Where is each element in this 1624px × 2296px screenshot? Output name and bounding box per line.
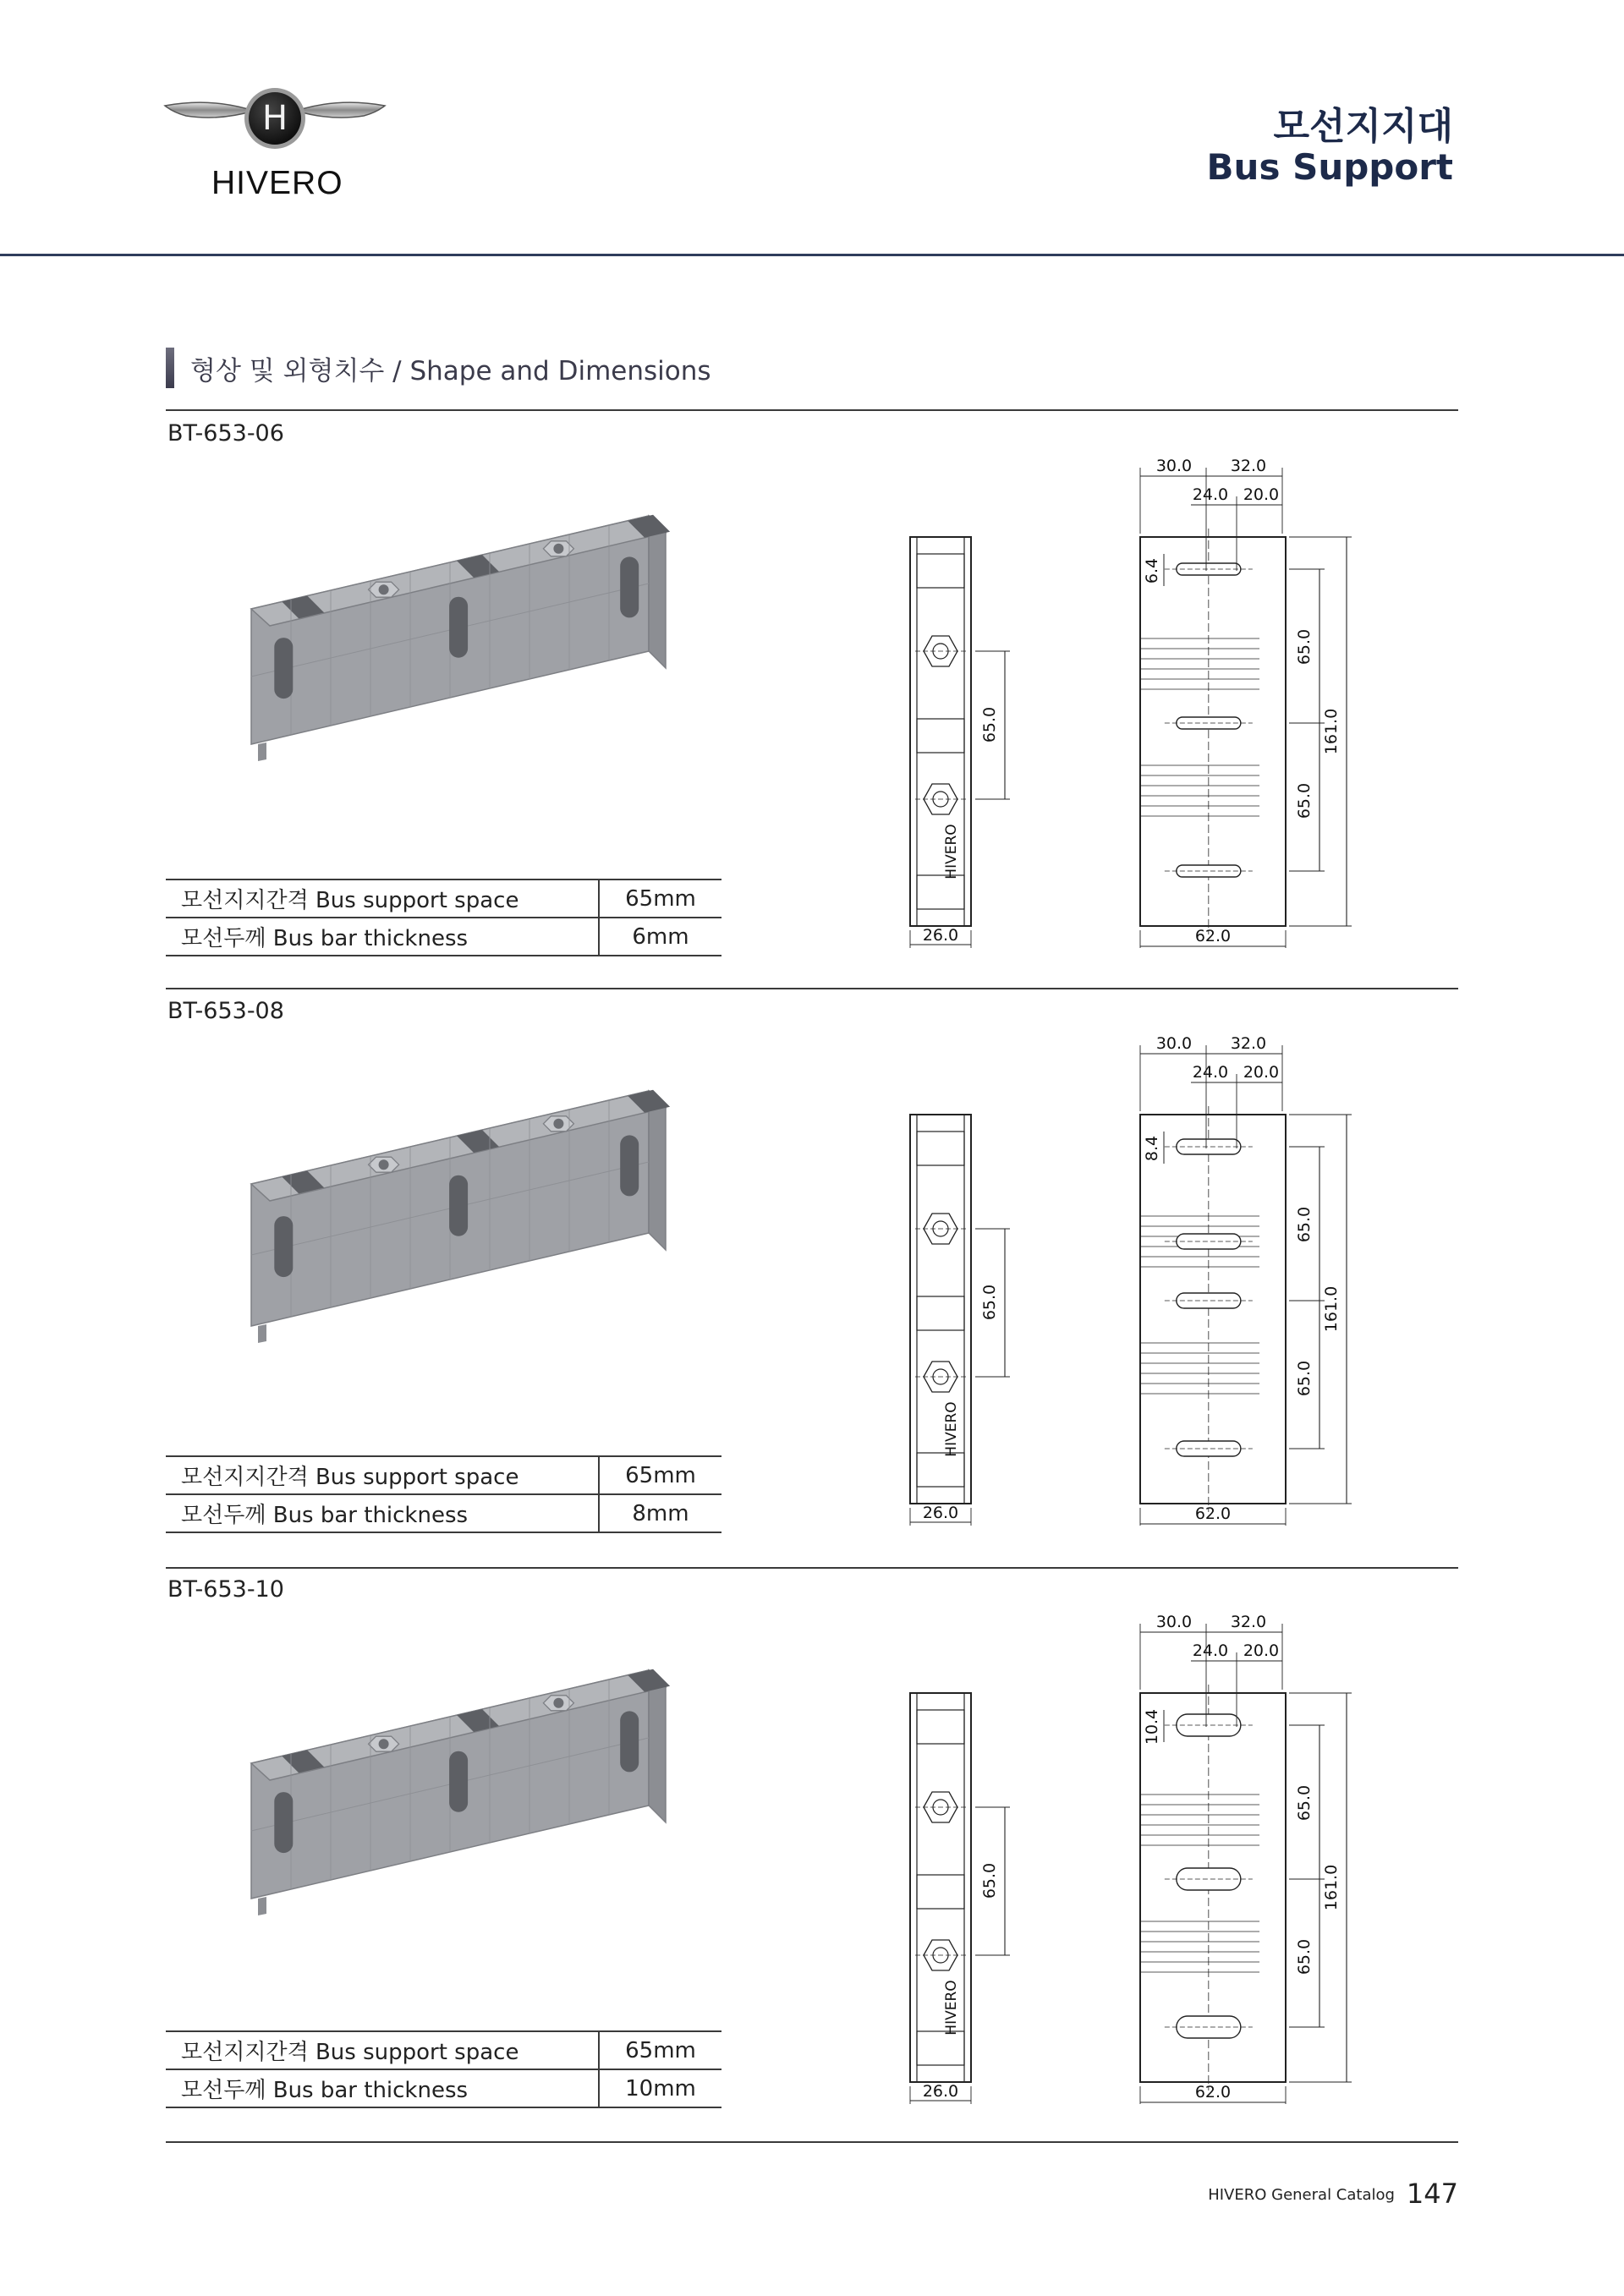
top-dimension-a: 30.0 [1155, 457, 1193, 475]
pitch-dimension-2: 65.0 [1295, 782, 1314, 819]
pitch-dimension-1: 65.0 [1295, 1784, 1314, 1822]
nut-hole [553, 1698, 563, 1708]
spec-label: 모선두께 Bus bar thickness [166, 918, 599, 956]
front-width-dimension: 62.0 [1194, 2083, 1232, 2101]
model-code: BT-653-10 [167, 1576, 284, 1603]
oval-slot [449, 1175, 468, 1236]
spec-label: 모선지지간격 Bus support space [166, 879, 599, 918]
slot-dimension: 8.4 [1143, 1135, 1161, 1162]
slot-dimension: 6.4 [1143, 557, 1161, 584]
nut-hole [553, 1119, 563, 1129]
model-code: BT-653-06 [167, 420, 284, 447]
top-dimension-b: 32.0 [1230, 1613, 1267, 1631]
oval-slot [620, 1711, 639, 1772]
oval-slot [449, 597, 468, 658]
block-foot [258, 1897, 266, 1915]
side-pitch-dimension: 65.0 [980, 1862, 999, 1899]
spec-label: 모선두께 Bus bar thickness [166, 1494, 599, 1532]
slot-dimension: 10.4 [1143, 1708, 1161, 1745]
pitch-dimension-1: 65.0 [1295, 628, 1314, 666]
page-title-korean: 모선지지대 [1273, 105, 1453, 148]
top-dimension-a: 30.0 [1155, 1034, 1193, 1053]
product-drawing-bt-653-08 [251, 1034, 1352, 1526]
top-dimension-c: 24.0 [1192, 485, 1229, 504]
side-view-marking: HIVERO [943, 1980, 960, 2036]
block-side-face [649, 516, 666, 668]
pitch-dimension-1: 65.0 [1295, 1206, 1314, 1243]
top-dimension-c: 24.0 [1192, 1063, 1229, 1082]
nut-hole [379, 1739, 389, 1749]
spec-value: 10mm [599, 2069, 721, 2107]
side-view-outline [910, 537, 971, 926]
top-dimension-a: 30.0 [1155, 1613, 1193, 1631]
nut-hole [379, 1159, 389, 1170]
front-view-slot [1177, 1714, 1241, 1736]
front-view-slot [1177, 865, 1241, 877]
height-dimension: 161.0 [1322, 708, 1341, 755]
block-foot [258, 1324, 266, 1343]
top-dimension-b: 32.0 [1230, 457, 1267, 475]
front-view-slot [1177, 717, 1241, 729]
top-dimension-d: 20.0 [1243, 485, 1280, 504]
nut-hole [553, 544, 563, 554]
page-footer [1208, 2178, 1458, 2210]
side-view-outline [910, 1693, 971, 2082]
front-view-slot [1177, 1234, 1241, 1249]
oval-slot [274, 1792, 293, 1853]
spec-value: 65mm [599, 1456, 721, 1494]
spec-value: 65mm [599, 2031, 721, 2069]
side-width-dimension: 26.0 [922, 2082, 959, 2101]
nut-hole [379, 584, 389, 595]
front-view-slot [1177, 1293, 1241, 1308]
block-foot [258, 743, 266, 761]
front-view-slot [1177, 2016, 1241, 2038]
spec-label: 모선두께 Bus bar thickness [166, 2069, 599, 2107]
spec-value: 6mm [599, 918, 721, 956]
page-title-english: Bus Support [1206, 146, 1453, 188]
side-view-outline [910, 1115, 971, 1504]
pitch-dimension-2: 65.0 [1295, 1360, 1314, 1397]
block-side-face [649, 1091, 666, 1250]
oval-slot [620, 1135, 639, 1196]
product-drawing-bt-653-10 [251, 1613, 1352, 2104]
model-code: BT-653-08 [167, 998, 284, 1024]
oval-slot [274, 638, 293, 699]
height-dimension: 161.0 [1322, 1864, 1341, 1911]
spec-label: 모선지지간격 Bus support space [166, 2031, 599, 2069]
side-view-marking: HIVERO [943, 1401, 960, 1457]
side-width-dimension: 26.0 [922, 926, 959, 945]
spec-value: 65mm [599, 879, 721, 918]
spec-value: 8mm [599, 1494, 721, 1532]
front-width-dimension: 62.0 [1194, 927, 1232, 945]
spec-label: 모선지지간격 Bus support space [166, 1456, 599, 1494]
front-width-dimension: 62.0 [1194, 1504, 1232, 1523]
block-side-face [649, 1670, 666, 1822]
oval-slot [449, 1751, 468, 1812]
product-drawing-bt-653-06 [251, 457, 1352, 948]
top-dimension-b: 32.0 [1230, 1034, 1267, 1053]
logo-letter: H [261, 99, 288, 138]
front-view-slot [1177, 1441, 1241, 1456]
top-dimension-d: 20.0 [1243, 1063, 1280, 1082]
section-title: 형상 및 외형치수 / Shape and Dimensions [190, 356, 711, 386]
pitch-dimension-2: 65.0 [1295, 1938, 1314, 1975]
side-width-dimension: 26.0 [922, 1504, 959, 1522]
side-pitch-dimension: 65.0 [980, 1284, 999, 1321]
oval-slot [620, 556, 639, 617]
oval-slot [274, 1216, 293, 1277]
page-number: 147 [1406, 2178, 1458, 2210]
front-view-slot [1177, 1139, 1241, 1154]
height-dimension: 161.0 [1322, 1285, 1341, 1333]
top-dimension-d: 20.0 [1243, 1641, 1280, 1660]
top-dimension-c: 24.0 [1192, 1641, 1229, 1660]
front-view-slot [1177, 563, 1241, 575]
brand-name: HIVERO [211, 165, 343, 201]
side-pitch-dimension: 65.0 [980, 706, 999, 743]
catalog-name: HIVERO General Catalog [1208, 2186, 1395, 2204]
side-view-marking: HIVERO [943, 824, 960, 879]
front-view-slot [1177, 1868, 1241, 1890]
